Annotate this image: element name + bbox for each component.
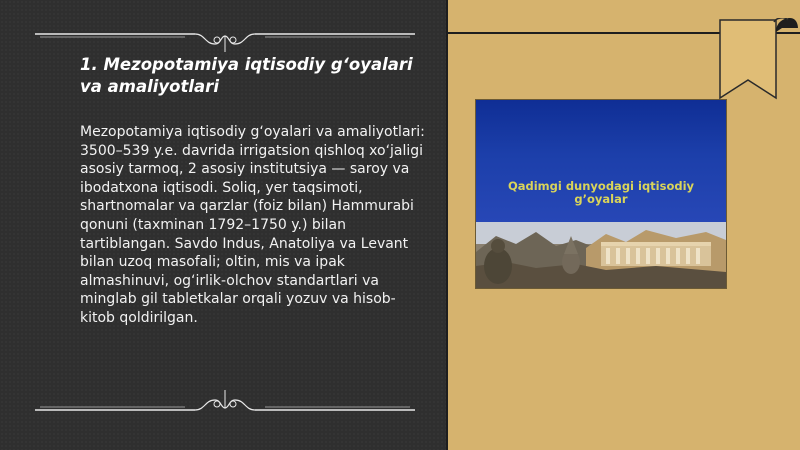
slide-title: 1. Mezopotamiya iqtisodiy g‘oyalari va amaliyotlari bbox=[80, 55, 413, 96]
panel-border bbox=[446, 0, 448, 450]
ancient-ruins-scene bbox=[476, 222, 726, 288]
bookmark-icon bbox=[718, 18, 798, 100]
slide-picture bbox=[475, 99, 727, 289]
bottom-ornament bbox=[35, 390, 415, 414]
picture-caption: Qadimgi dunyodagi iqtisodiy g’oyalar bbox=[507, 179, 695, 206]
slide-body-text: Mezopotamiya iqtisodiy g‘oyalari va amaliyotlari: 3500–539 y.e. davrida irrigatsion qishloq xo‘jaligi asosiy tarmoq, 2 asosiy institutsiya — saroy va ibodatxona iqtisodi. Soliq, yer taqsimoti, shartnomalar va qarzlar (foiz bilan) Hammurabi qonuni (taxminan 1792–1750 y.) bilan tartiblangan. Savdo Indus, Anatoliya va Levant bilan uzoq masofali; oltin, mis va ipak almashinuvi, og‘irlik-olchov standartlari va minglab gil tabletkalar orqali yozuv va hisob-kitob qoldirilgan. bbox=[80, 124, 425, 326]
top-ornament bbox=[35, 30, 415, 52]
